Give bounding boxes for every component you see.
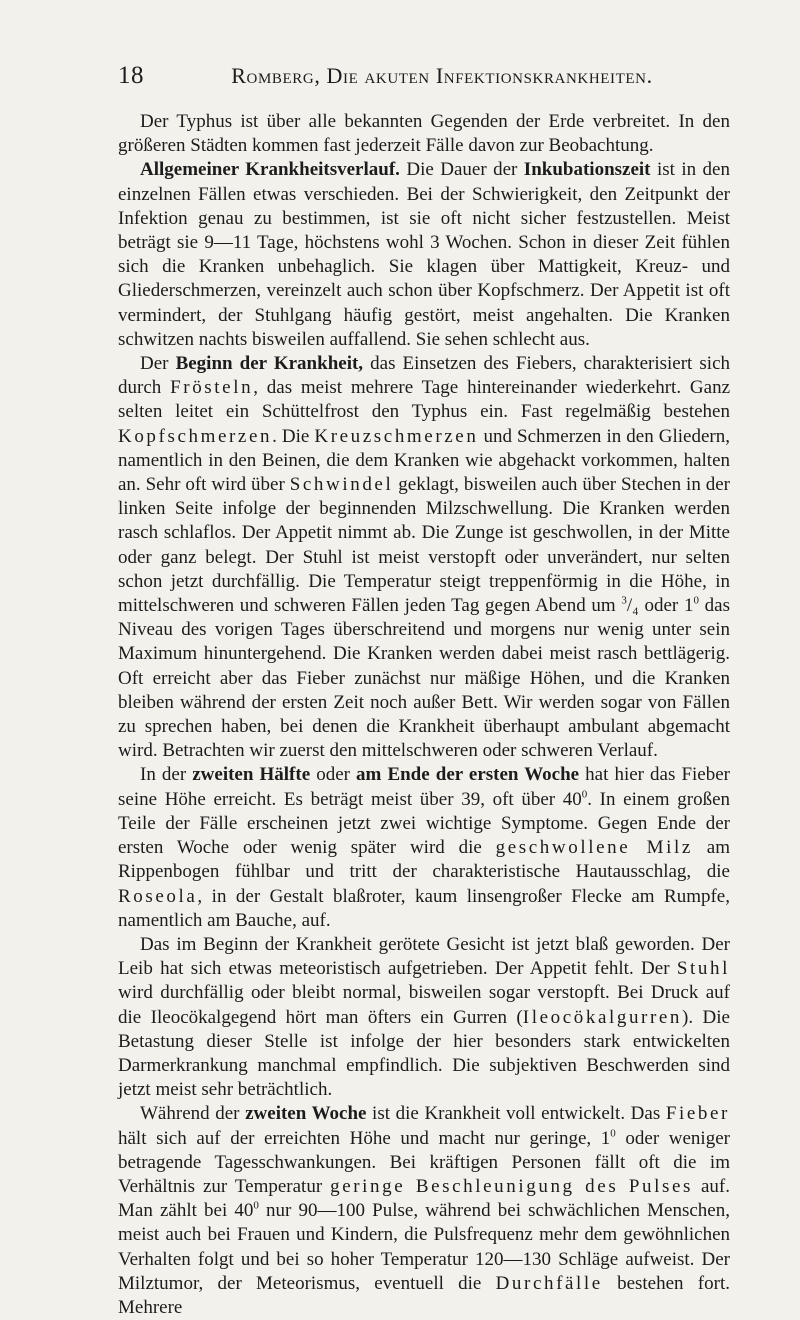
text-run: hat hier das Fieber seine Höhe erreicht. Es beträgt meist über 39, oft über 40 [118, 764, 730, 810]
paragraph [118, 1102, 730, 1320]
superscript: 0 [693, 594, 699, 607]
text-run: . Die [272, 425, 315, 447]
text-run: am Rippenbogen fühlbar und tritt der charakteristische Hautausschlag, die [118, 837, 730, 883]
text-run: ). Die Betastung dieser Stelle ist infolge der hier besonders stark entwickelten Darmerkrankung manchmal empfindlich. Die subjektiven Beschwerden sind jetzt meist sehr beträchtlich. [118, 1006, 730, 1101]
emphasized-text: Durchfälle [495, 1272, 603, 1294]
emphasized-text: Schwindel [289, 474, 394, 496]
bold-heading-text: Inkubationszeit [523, 159, 651, 181]
superscript: 3 [621, 594, 627, 607]
superscript: 0 [581, 788, 588, 801]
text-run: oder weniger betragende Tagesschwankungen. Bei kräftigen Personen fällt oft die im Verhältnis zur Temperatur [118, 1127, 730, 1197]
superscript: 0 [253, 1199, 259, 1212]
text-run: Der Typhus ist über alle bekannten Gegenden der Erde verbreitet. In den größeren Städten kommen fast jederzeit Fälle davon zur Beobachtung. [118, 111, 730, 157]
running-title [154, 63, 730, 89]
running-title-author: Romberg [231, 63, 315, 88]
paragraph [118, 352, 730, 763]
emphasized-text: Fieber [665, 1103, 730, 1125]
text-run: Der [140, 353, 176, 375]
body-text [118, 110, 730, 1320]
emphasized-text: geringe Beschleunigung des Pulses [330, 1175, 694, 1197]
superscript: 0 [610, 1127, 616, 1140]
running-head [118, 62, 730, 90]
text-run: ist in den einzelnen Fällen etwas verschieden. Bei der Schwierigkeit, den Zeitpunkt der Infektion genau zu bestimmen, ist sie oft nicht sicher festzustellen. Meist beträgt sie 9—11 Tage, höchstens wohl 3 Wochen. Schon in dieser Zeit fühlen sich die Kranken unbehaglich. Sie klagen über Mattigkeit, Kreuz- und Gliederschmerzen, vereinzelt auch schon über Kopfschmerz. Der Appetit ist oft vermindert, der Stuhlgang häufig gestört, meist angehalten. Die Kranken schwitzen nachts bisweilen auffallend. Sie sehen schlecht aus. [118, 159, 730, 350]
text-run: auf. Man zählt bei 40 [118, 1175, 730, 1222]
text-run: Die Dauer der [399, 159, 524, 181]
text-run: nur 90—100 Pulse, während bei schwächlichen Menschen, meist auch bei Frauen und Kindern, die Pulsfrequenz mehr dem gewöhnlichen Verhalten folgt und bei so hoher Temperatur 120—130 Schläge aufweist. Der Milztumor, der Meteorismus, eventuell die [118, 1200, 730, 1294]
text-run: In der [140, 764, 193, 786]
emphasized-text: Roseola [118, 885, 198, 907]
bold-heading-text: am Ende der ersten Woche [356, 764, 580, 786]
emphasized-text: Kreuzschmerzen [314, 425, 479, 447]
text-run: . In einem großen Teile der Fälle erscheinen jetzt zwei wichtige Symptome. Gegen Ende der ersten Woche oder wenig später wird die [118, 788, 731, 859]
text-run: und Schmerzen in den Gliedern, namentlich in den Beinen, die dem Kranken wie abgehackt vorkommen, halten an. Sehr oft wird über [118, 425, 730, 496]
running-title-rest: , Die akuten Infektionskrankheiten. [314, 63, 653, 88]
emphasized-text: Ileocökalgurren [522, 1006, 683, 1028]
text-run: geklagt, bisweilen auch über Stechen in der linken Seite infolge der beginnenden Milzschwellung. Die Kranken werden rasch schlaflos. Der Appetit nimmt ab. Die Zunge ist geschwollen, in der Mitte oder ganz belegt. Der Stuhl ist meist verstopft oder unverändert, nur selten schon jetzt durchfällig. Die Temperatur steigt treppenförmig in die Höhe, in mittelschweren und schweren Fällen jeden Tag gegen Abend um [118, 474, 730, 617]
emphasized-text: Frösteln [170, 377, 254, 399]
text-run: /₄ oder 1 [626, 595, 694, 617]
page-number: 18 [118, 62, 144, 89]
paragraph [118, 933, 730, 1102]
text-run: wird durchfällig oder bleibt normal, bisweilen sogar verstopft. Bei Druck auf die Ileocökalgegend hört man öfters ein Gurren ( [118, 982, 730, 1028]
emphasized-text: Stuhl [676, 958, 730, 980]
text-run: oder [310, 764, 357, 786]
text-run: , das meist mehrere Tage hintereinander wiederkehrt. Ganz selten leitet ein Schüttelfrost den Typhus ein. Fast regelmäßig bestehen [118, 377, 730, 423]
text-run: hält sich auf der erreichten Höhe und macht nur geringe, 1 [118, 1127, 611, 1149]
text-run: das Einsetzen des Fiebers, charakterisiert sich durch [118, 353, 731, 399]
bold-heading-text: Beginn der Krankheit, [175, 353, 364, 375]
text-run: bestehen fort. Mehrere [118, 1272, 730, 1318]
text-run: Während der [140, 1103, 246, 1125]
text-run: Das im Beginn der Krankheit gerötete Gesicht ist jetzt blaß geworden. Der Leib hat sich etwas meteoristisch aufgetrieben. Der Appetit fehlt. Der [118, 933, 730, 980]
bold-heading-text: zweiten Hälfte [192, 764, 311, 786]
emphasized-text: geschwollene Milz [495, 837, 693, 859]
text-run: das Niveau des vorigen Tages überschreitend und morgens nur wenig unter sein Maximum hinuntergehend. Die Kranken werden dabei meist rasch bettlägerig. Oft erreicht aber das Fieber zunächst nur mäßige Höhen, und die Kranken bleiben während der ersten Zeit noch außer Bett. Wir werden sogar von Fällen zu sprechen haben, bei denen die Krankheit überhaupt ambulant abgemacht wird. Betrachten wir zuerst den mittelschweren oder schweren Verlauf. [118, 595, 730, 762]
paragraph [118, 110, 730, 158]
text-run: ist die Krankheit voll entwickelt. Das [366, 1103, 666, 1125]
text-run: , in der Gestalt blaßroter, kaum linsengroßer Flecke am Rumpfe, namentlich am Bauche, auf. [118, 885, 730, 931]
emphasized-text: Kopfschmerzen [118, 425, 273, 447]
paragraph [118, 763, 730, 932]
bold-heading-text: Allgemeiner Krankheitsverlauf. [140, 159, 400, 181]
paragraph [118, 158, 730, 352]
bold-heading-text: zweiten Woche [245, 1103, 367, 1125]
